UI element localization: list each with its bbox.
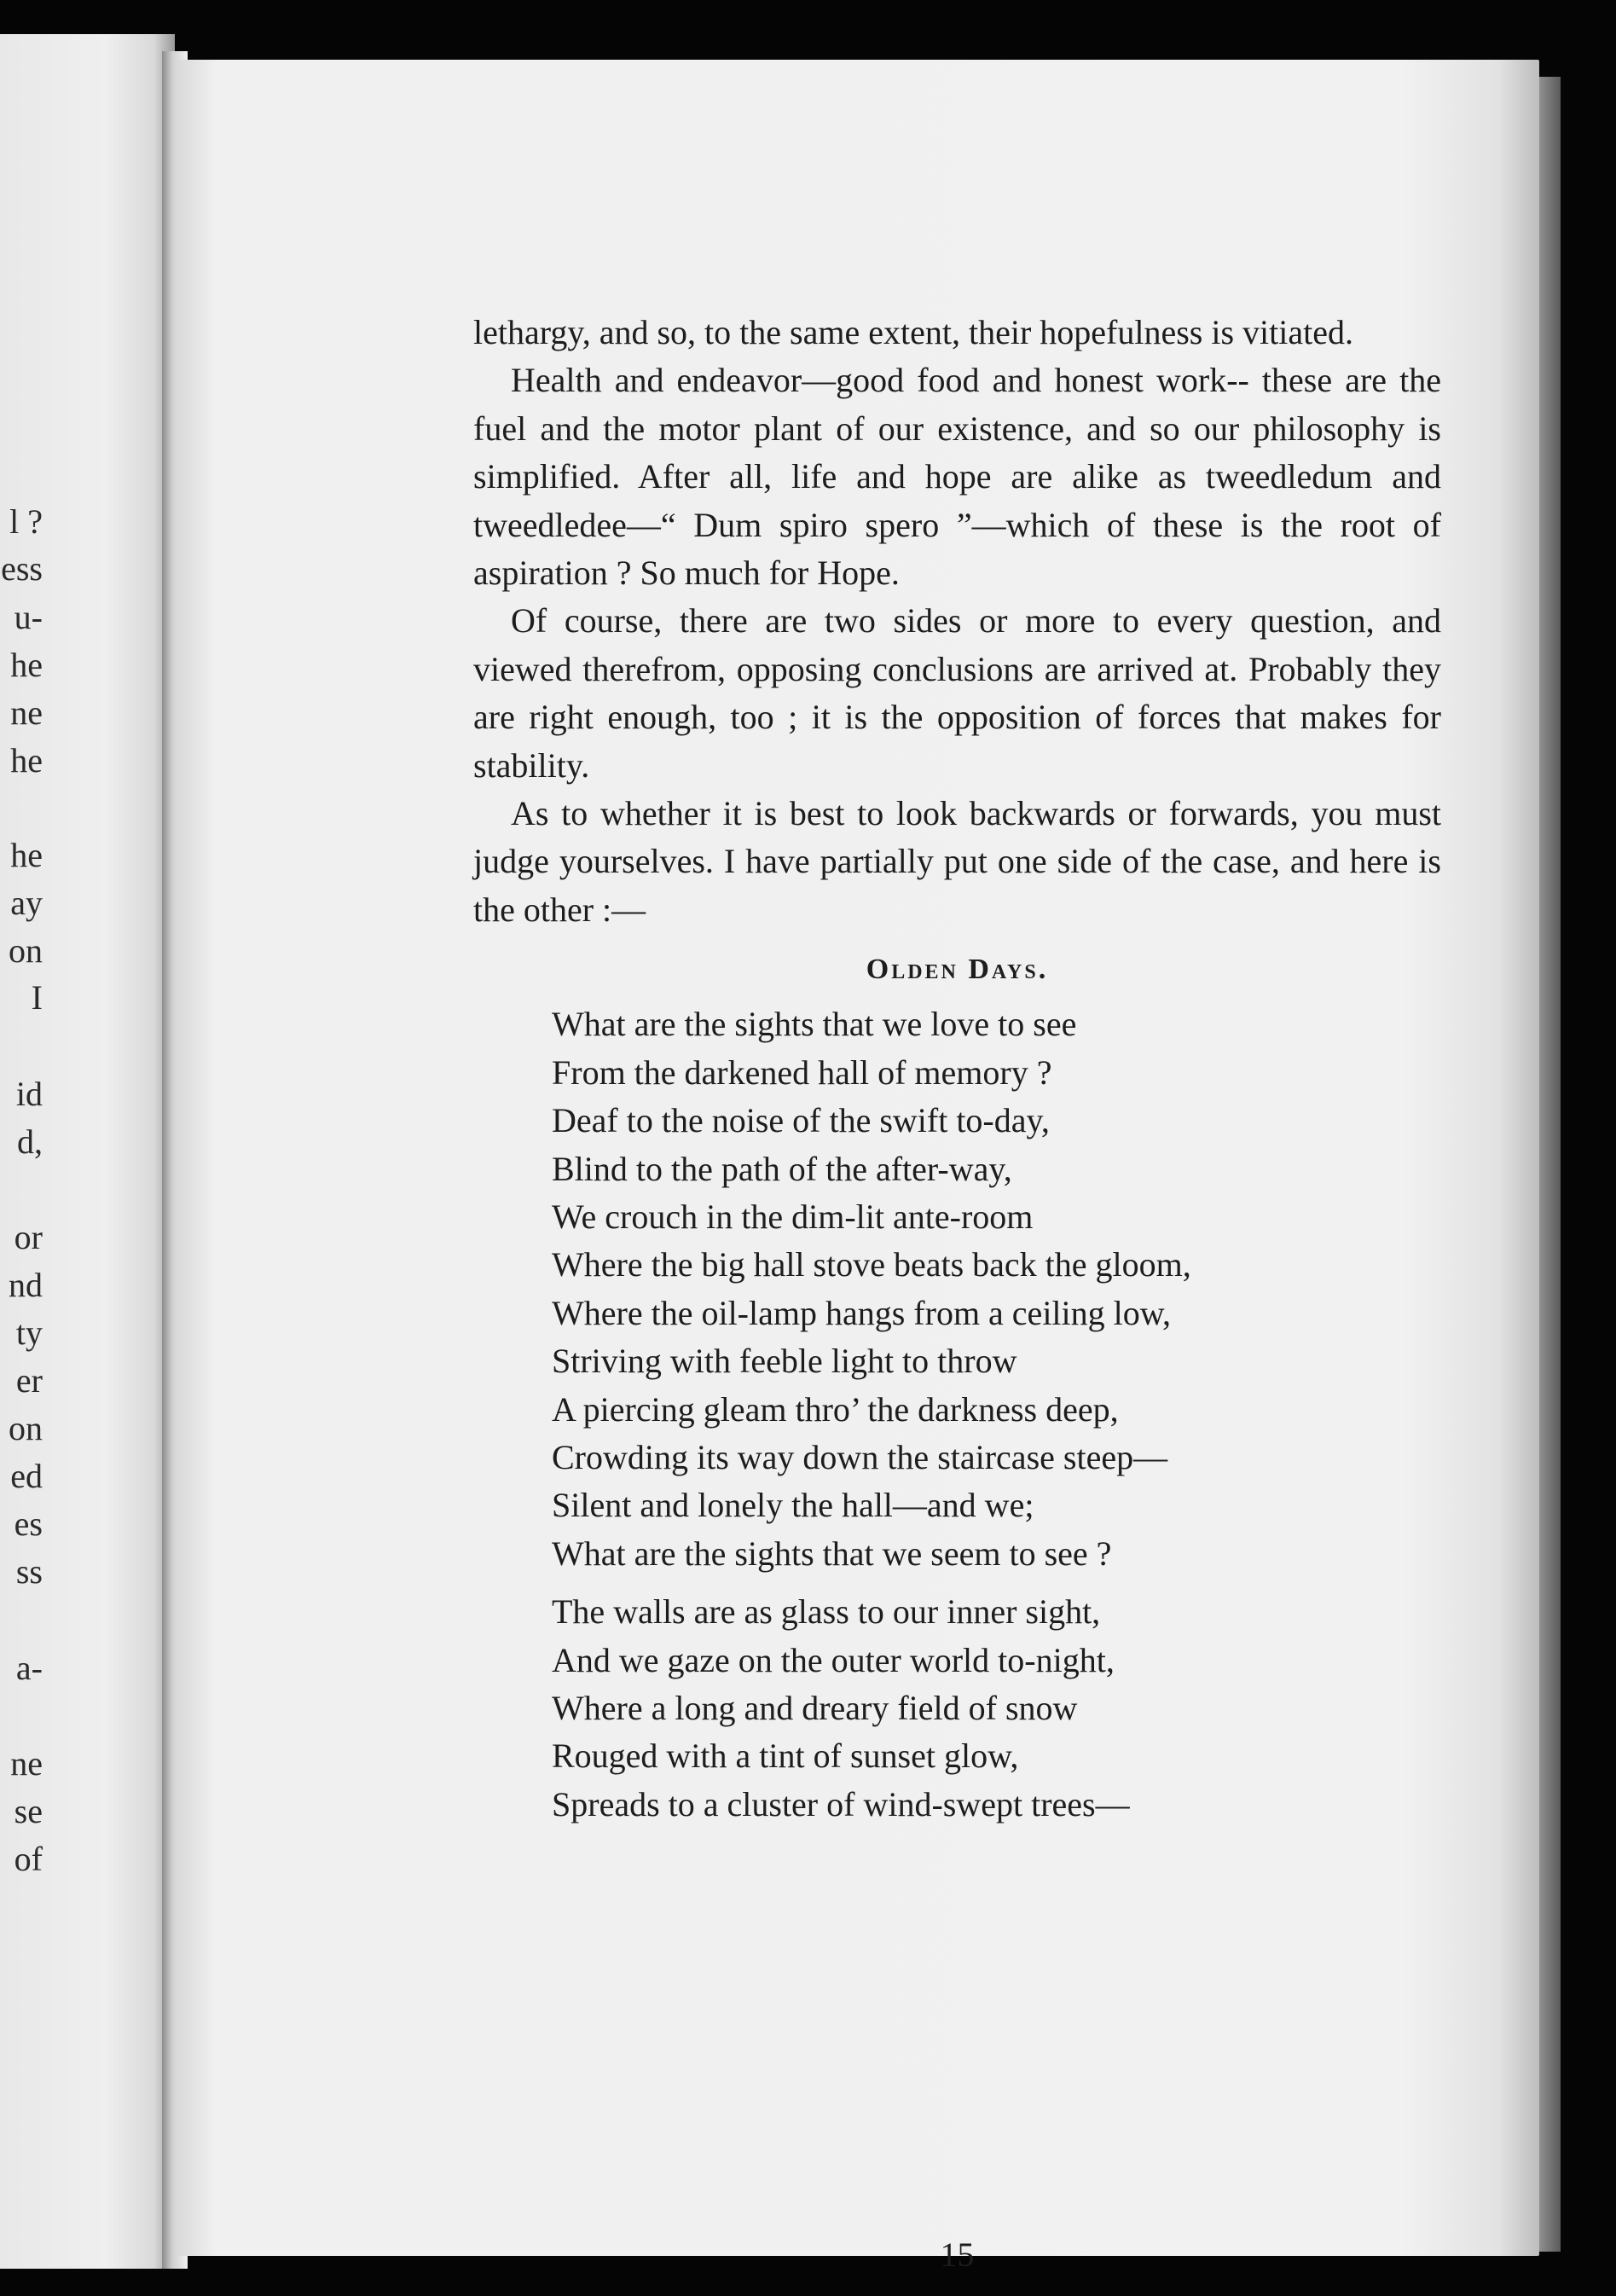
previous-page-text xyxy=(0,34,175,2269)
poem-title: Olden Days. xyxy=(866,954,1049,986)
poem-line: A piercing gleam thro’ the darkness deep, xyxy=(552,1389,1119,1429)
previous-page-fragment: ty xyxy=(15,1313,43,1352)
poem-line: Where the big hall stove beats back the gloom, xyxy=(552,1245,1191,1284)
paragraph: As to whether it is best to look backwards or forwards, you must judge yourselves. I have partially put one side of the case, and here is the other :— xyxy=(473,794,1441,929)
previous-page-fragment: ed xyxy=(10,1457,43,1495)
poem-line: Where the oil-lamp hangs from a ceiling low, xyxy=(552,1293,1172,1332)
previous-page-fragment: he xyxy=(10,741,43,780)
poem-line: Crowding its way down the staircase steep— xyxy=(552,1437,1168,1476)
poem-line: What are the sights that we seem to see ? xyxy=(552,1534,1112,1573)
previous-page-fragment: nd xyxy=(9,1266,43,1304)
poem-line: Silent and lonely the hall—and we; xyxy=(552,1486,1034,1525)
paragraph: Health and endeavor—good food and honest work-- these are the fuel and the motor plant of our existence, and so our philosophy is simplified. After all, life and hope are alike as tweedledum and tweedledee—“ Dum spiro spero ”—which of these is the root of aspiration ? So much for Hope. xyxy=(473,361,1441,593)
poem-line: Blind to the path of the after-way, xyxy=(552,1149,1012,1188)
previous-page-fragment: ne xyxy=(10,1744,43,1783)
poem-line: From the darkened hall of memory ? xyxy=(552,1052,1052,1092)
poem-line: Where a long and dreary field of snow xyxy=(552,1688,1078,1727)
previous-page-fragment: es xyxy=(14,1505,43,1543)
previous-page-fragment: se xyxy=(14,1792,43,1830)
previous-page-fragment: ss xyxy=(15,1552,43,1591)
poem-line: What are the sights that we love to see xyxy=(552,1005,1077,1044)
previous-page-fragment: on xyxy=(9,931,43,970)
previous-page-fragment: he xyxy=(10,646,43,684)
previous-page xyxy=(0,34,175,2269)
previous-page-fragment: ne xyxy=(10,693,43,732)
previous-page-fragment: he xyxy=(10,836,43,874)
book-page xyxy=(175,60,1539,2274)
poem-line: Rouged with a tint of sunset glow, xyxy=(552,1736,1019,1776)
previous-page-fragment: ess xyxy=(1,549,43,588)
poem-line: Spreads to a cluster of wind-swept trees— xyxy=(552,1784,1130,1823)
previous-page-fragment: of xyxy=(14,1840,43,1878)
previous-page-fragment: I xyxy=(31,978,43,1017)
page-number: 15 xyxy=(940,2235,975,2274)
previous-page-fragment: id xyxy=(15,1075,43,1113)
previous-page-fragment: l ? xyxy=(9,502,43,541)
poem-line: We crouch in the dim-lit ante-room xyxy=(552,1197,1034,1236)
previous-page-fragment: er xyxy=(15,1361,43,1400)
poem-line: Deaf to the noise of the swift to-day, xyxy=(552,1101,1050,1140)
previous-page-fragment: d, xyxy=(17,1122,43,1161)
previous-page-fragment: or xyxy=(14,1218,43,1256)
previous-page-fragment: u- xyxy=(14,598,43,636)
previous-page-fragment: a- xyxy=(15,1649,43,1687)
page-body xyxy=(473,309,1441,2274)
paragraph: Of course, there are two sides or more to every question, and viewed therefrom, opposing conclusions are arrived at. Probably they are right enough, too ; it is the opposition of forces that makes for stability. xyxy=(473,601,1441,785)
poem-stanza xyxy=(552,1000,1441,1578)
poem-line: And we gaze on the outer world to-night, xyxy=(552,1640,1115,1679)
previous-page-fragment: ay xyxy=(10,884,43,922)
poem-line: The walls are as glass to our inner sight, xyxy=(552,1592,1101,1632)
paragraph: lethargy, and so, to the same extent, their hopefulness is vitiated. xyxy=(473,313,1353,351)
poem-stanza xyxy=(552,1588,1441,1829)
poem-line: Striving with feeble light to throw xyxy=(552,1342,1017,1381)
previous-page-fragment: on xyxy=(9,1409,43,1447)
